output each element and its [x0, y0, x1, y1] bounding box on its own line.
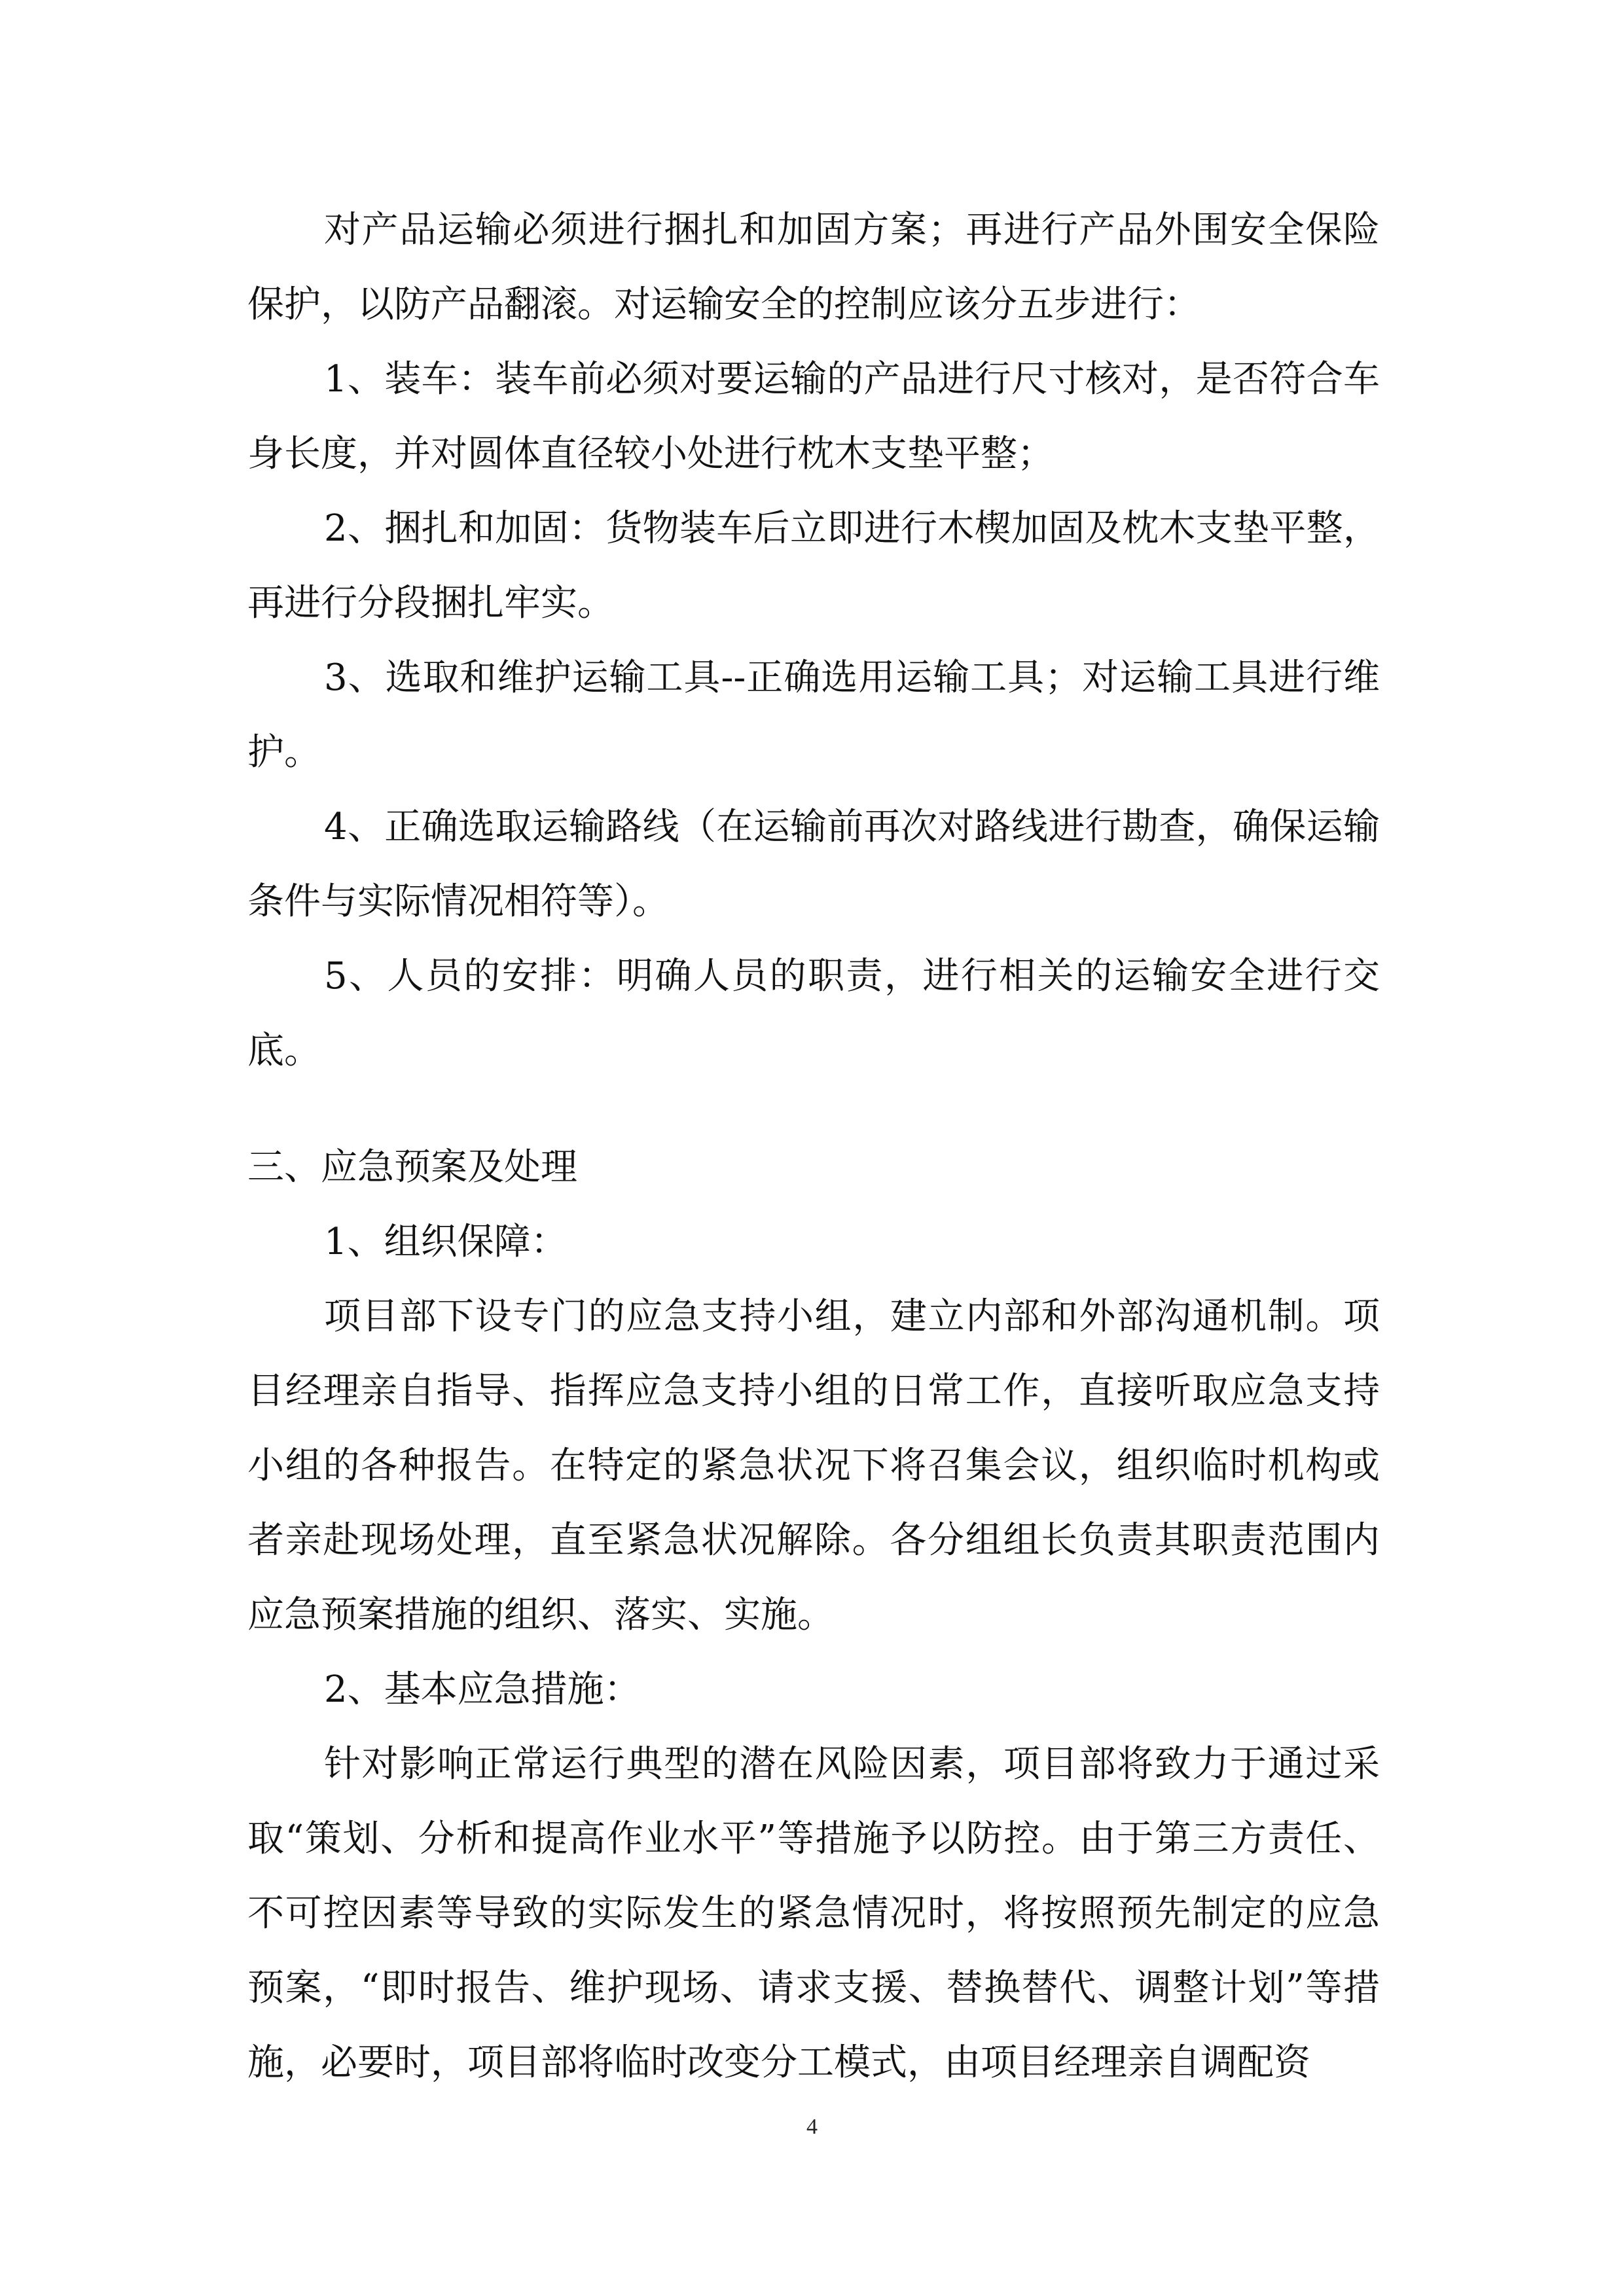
body-text [247, 193, 1380, 2100]
step-3-tools: 3、选取和维护运输工具--正确选用运输工具；对运输工具进行维护。 [247, 656, 1380, 774]
page-number: 4 [806, 2115, 818, 2139]
section-spacer [247, 1088, 1380, 1130]
subheading-measures: 2、基本应急措施： [324, 1668, 641, 1711]
step-5-personnel: 5、人员的安排：明确人员的职责，进行相关的运输安全进行交底。 [247, 955, 1380, 1072]
measures-paragraph: 针对影响正常运行典型的潜在风险因素，项目部将致力于通过采取“策划、分析和提高作业水平”等措施予以防控。由于第三方责任、不可控因素等导致的实际发生的紧急情况时，将按照预先制定的应急预案，“即时报告、维护现场、请求支援、替换替代、调整计划”等措施，必要时，项目部将临时改变分工模式，由项目经理亲自调配资 [247, 1743, 1380, 2084]
step-2-binding: 2、捆扎和加固：货物装车后立即进行木楔加固及枕木支垫平整，再进行分段捆扎牢实。 [247, 507, 1380, 624]
step-1-loading: 1、装车：装车前必须对要运输的产品进行尺寸核对，是否符合车身长度，并对圆体直径较小处进行枕木支垫平整； [247, 358, 1380, 475]
organization-paragraph: 项目部下设专门的应急支持小组，建立内部和外部沟通机制。项目经理亲自指导、指挥应急支持小组的日常工作，直接听取应急支持小组的各种报告。在特定的紧急状况下将召集会议，组织临时机构或者亲赴现场处理，直至紧急状况解除。各分组组长负责其职责范围内应急预案措施的组织、落实、实施。 [247, 1295, 1380, 1636]
subheading-organization: 1、组织保障： [324, 1221, 568, 1263]
section-heading: 三、应急预案及处理 [247, 1146, 577, 1189]
step-4-route: 4、正确选取运输路线（在运输前再次对路线进行勘查，确保运输条件与实际情况相符等）。 [247, 806, 1380, 923]
intro-paragraph: 对产品运输必须进行捆扎和加固方案；再进行产品外围安全保险保护，以防产品翻滚。对运输安全的控制应该分五步进行： [247, 209, 1380, 326]
